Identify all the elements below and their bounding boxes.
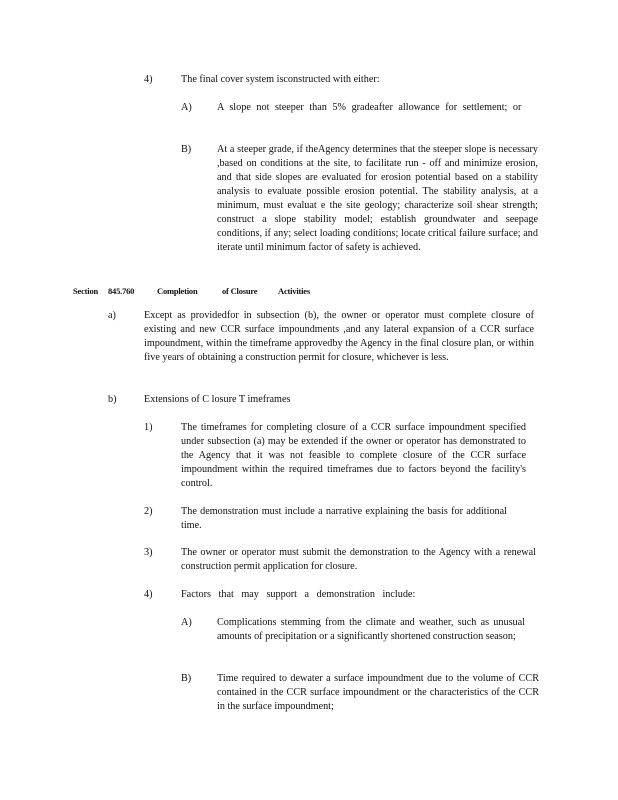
item-a-label: a) (108, 310, 116, 321)
item-4-A-label: A) (181, 102, 192, 113)
item-b4-A-label: A) (181, 617, 192, 628)
item-4-text: The final cover system isconstructed with either: (181, 74, 380, 85)
item-4-label: 4) (144, 74, 153, 85)
section-number: 845.760 (108, 286, 135, 296)
item-b4-text: Factors that may support a demonstration include: (181, 589, 416, 600)
item-b4-B-text: Time required to dewater a surface impoundment due to the volume of CCR contained in the CCR surface impoundment or the characteristics of the CCR in the surface impoundment; (217, 673, 539, 712)
item-b-text: Extensions of C losure T imeframes (144, 394, 291, 405)
section-title-word-3: Activities (278, 286, 310, 296)
item-b1-text: The timeframes for completing closure of a CCR surface impoundment specified under subsection (a) may be extended if the owner or operator has demonstrated to the Agency that it was not feasible to complete closure of the CCR surface impoundment within the required timeframes due to factors beyond the facility's control. (181, 422, 526, 489)
item-4-B-label: B) (181, 144, 192, 155)
item-b4-A-text: Complications stemming from the climate and weather, such as unusual amounts of precipitation or a significantly shortened construction season; (217, 617, 525, 642)
section-title-word-1: Completion (157, 286, 198, 296)
item-b2-text: The demonstration must include a narrative explaining the basis for additional time. (181, 506, 507, 531)
section-title-word-2: of Closure (222, 286, 258, 296)
item-b1-label: 1) (144, 422, 153, 433)
item-4-A-text: A slope not steeper than 5% gradeafter allowance for settlement; or (217, 102, 522, 113)
item-4-B-text: At a steeper grade, if theAgency determines that the steeper slope is necessary ,based on conditions at the site, to facilitate run - off and minimize erosion, and that side slopes are evaluated for erosion potential based on a stability analysis to evaluate possible erosion potential. The stability analysis, at a minimum, must evaluat e the site geology; characterize soil shear strength; construct a slope stability model; establish groundwater and seepage conditions, if any; select loading conditions; locate critical failure surface; and iterate until minimum factor of safety is achieved. (217, 144, 538, 253)
item-b-label: b) (108, 394, 117, 405)
item-b3-label: 3) (144, 547, 153, 558)
item-a-text: Except as providedfor in subsection (b), the owner or operator must complete closure of existing and new CCR surface impoundments ,and any lateral expansion of a CCR surface impoundment, within the timeframe approvedby the Agency in the final closure plan, or within five years of obtaining a construction permit for closure, whichever is less. (144, 310, 534, 363)
section-label: Section (73, 286, 99, 296)
item-b4-B-label: B) (181, 673, 192, 684)
item-b2-label: 2) (144, 506, 153, 517)
item-b3-text: The owner or operator must submit the demonstration to the Agency with a renewal construction permit application for closure. (181, 547, 536, 572)
item-b4-label: 4) (144, 589, 153, 600)
